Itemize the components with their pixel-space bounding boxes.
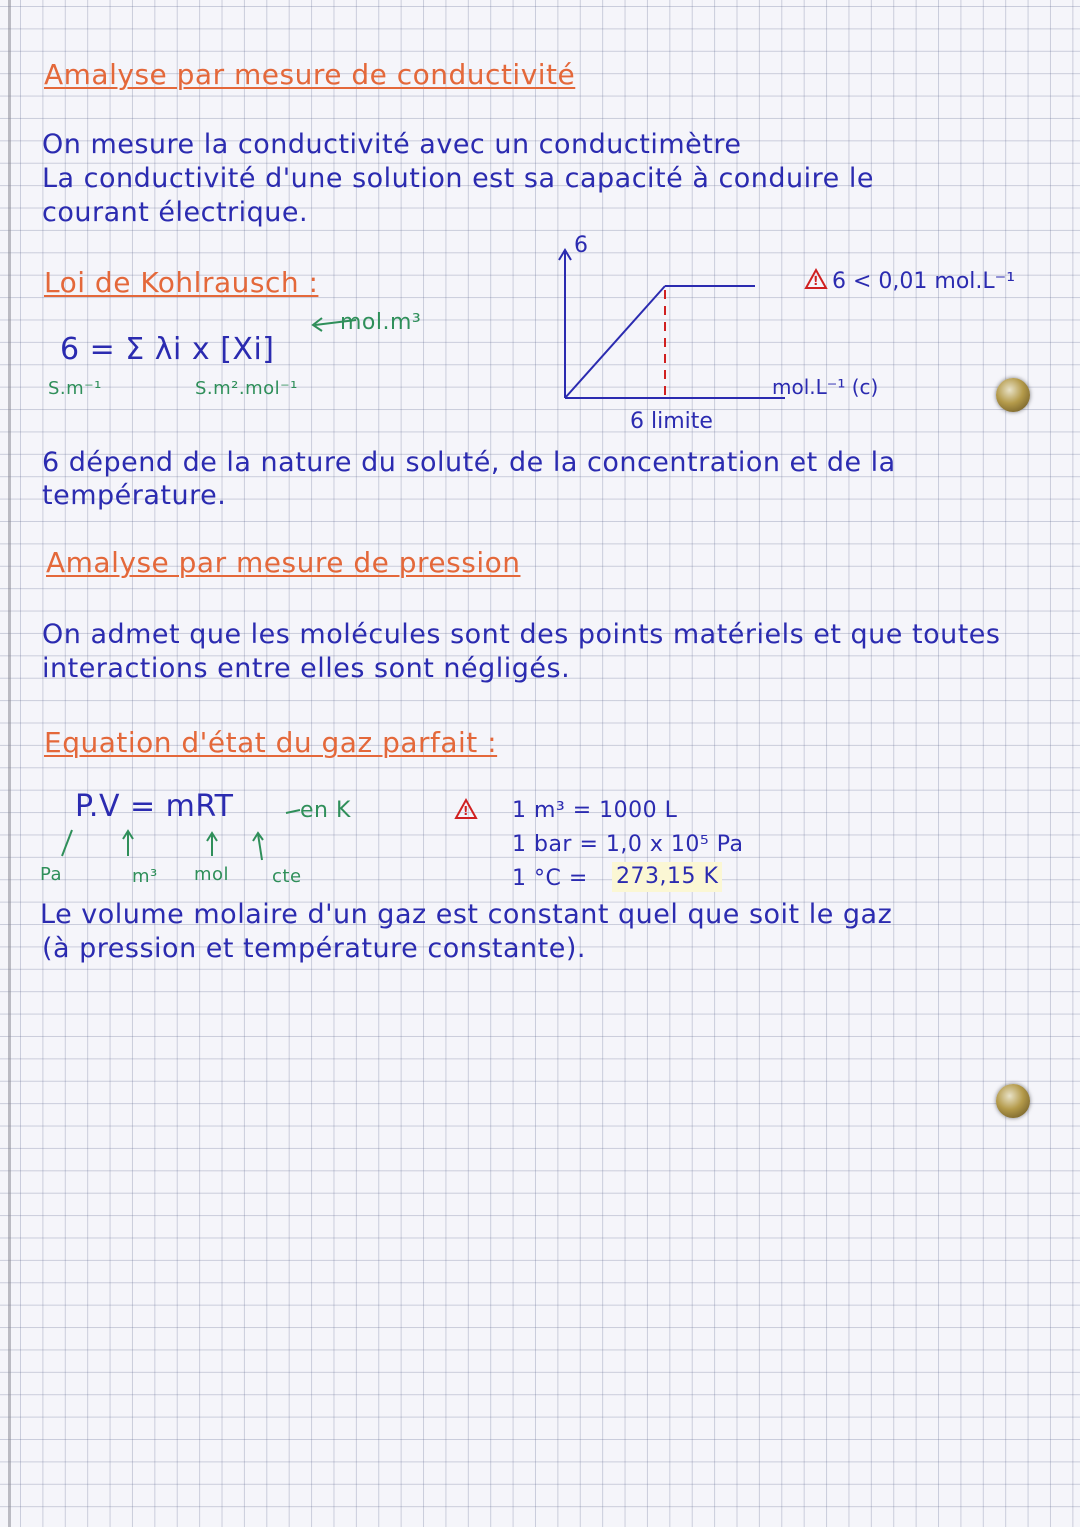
paragraph-line: interactions entre elles sont négligés. <box>42 653 571 684</box>
paragraph-line: La conductivité d'une solution est sa capacité à conduire le <box>42 163 874 194</box>
ideal-gas-formula: P.V = mRT <box>75 789 234 824</box>
paragraph-line: 6 dépend de la nature du soluté, de la concentration et de la <box>42 447 896 478</box>
conversion-temperature-left: 1 °C = <box>512 866 588 891</box>
paragraph-line: On mesure la conductivité avec un conductimètre <box>42 129 742 160</box>
conversion-temperature-right: 273,15 K <box>612 862 722 892</box>
conversion-pressure: 1 bar = 1,0 x 10⁵ Pa <box>512 832 744 857</box>
unit-constant: cte <box>272 866 302 887</box>
paragraph-line: On admet que les molécules sont des points matériels et que toutes <box>42 619 1001 650</box>
paragraph-line: (à pression et température constante). <box>42 933 586 964</box>
conversion-volume: 1 m³ = 1000 L <box>512 798 678 823</box>
arrow-T <box>286 810 300 813</box>
unit-sigma: S.m⁻¹ <box>48 378 102 399</box>
binder-hole <box>996 1084 1030 1118</box>
threshold-label: 6 limite <box>630 409 713 434</box>
warning-text: 6 < 0,01 mol.L⁻¹ <box>832 269 1016 294</box>
paragraph-line: courant électrique. <box>42 197 309 228</box>
svg-text:!: ! <box>463 804 469 818</box>
gas-law-title: Equation d'état du gaz parfait : <box>44 726 498 759</box>
binder-hole <box>996 378 1030 412</box>
paragraph-line: température. <box>42 480 227 511</box>
paragraph-line: Le volume molaire d'un gaz est constant quel que soit le gaz <box>40 899 893 930</box>
unit-pressure: Pa <box>40 864 63 885</box>
y-axis-label: 6 <box>574 233 588 258</box>
svg-text:!: ! <box>813 274 819 288</box>
unit-concentration: mol.m³ <box>340 310 422 335</box>
unit-mol: mol <box>194 864 230 885</box>
temperature-unit-note: en K <box>300 798 351 823</box>
section-title-conductivity: Amalyse par mesure de conductivité <box>44 58 576 91</box>
unit-volume: m³ <box>132 866 158 887</box>
section-title-pressure: Amalyse par mesure de pression <box>46 546 521 579</box>
unit-lambda: S.m².mol⁻¹ <box>195 378 298 399</box>
arrow-P <box>62 830 72 856</box>
law-title: Loi de Kohlrausch : <box>44 266 319 299</box>
kohlrausch-formula: 6 = Σ λi x [Xi] <box>60 332 275 367</box>
x-axis-label: mol.L⁻¹ (c) <box>772 375 879 399</box>
